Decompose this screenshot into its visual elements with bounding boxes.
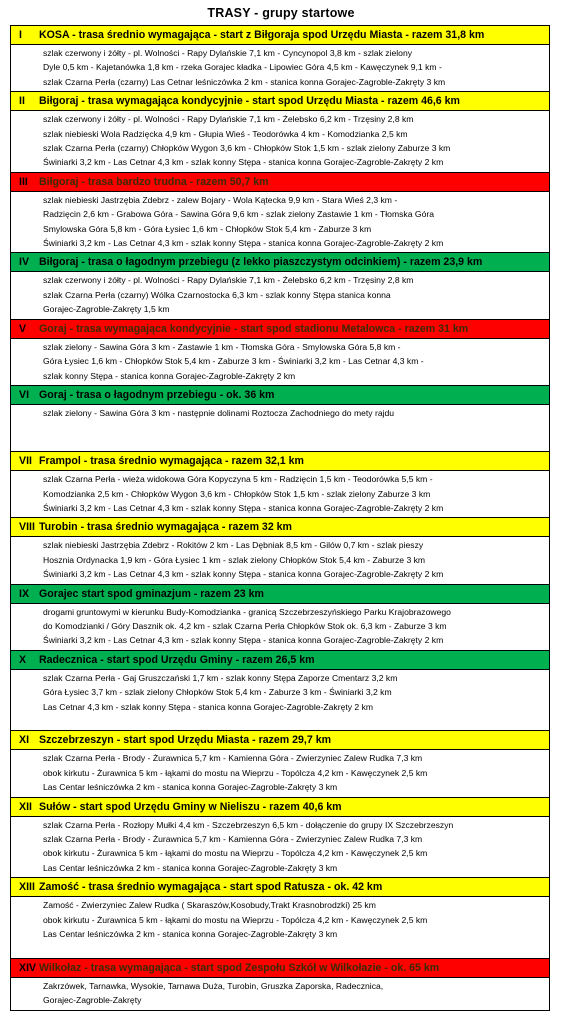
route-number: II <box>19 95 25 108</box>
route-line: Las Centar leśniczówka 2 km - stanica konna Gorajec-Zagroble-Zakręty 3 km <box>43 862 338 873</box>
route-header <box>11 731 549 750</box>
route-name: Turobin - trasa średnio wymagająca - razem 32 km <box>39 521 292 534</box>
route-line: Smylowska Góra 5,8 km - Góra Łysiec 1,6 km - Chłopków Stok 5,4 km - Zaburze 3 km <box>43 223 372 234</box>
route-line: do Komodzianki / Góry Dasznik ok. 4,2 km - szlak Czarna Perła Chłopków Stok ok. 6,3 km - Zaburze 3 km <box>43 620 447 631</box>
route-line: Gorajec-Zagroble-Zakręty 1,5 km <box>43 304 170 315</box>
route-name: Szczebrzeszyn - start spod Urzędu Miasta - razem 29,7 km <box>39 734 332 747</box>
route-number: XII <box>19 800 32 813</box>
route-line: Świniarki 3,2 km - Las Cetnar 4,3 km - szlak konny Stępa - stanica konna Gorajec-Zagroble-Zakręty 2 km <box>43 502 444 513</box>
route-line: szlak Czarna Perła (czarny) Las Cetnar leśniczówka 2 km - stanica konna Gorajec-Zagroble-Zakręty 3 km <box>43 76 446 87</box>
route-name: Biłgoraj - trasa o łagodnym przebiegu (z lekko piaszczystym odcinkiem) - razem 23,9 km <box>39 256 483 269</box>
route-line: obok kirkutu - Żurawnica 5 km - łąkami do mostu na Wieprzu - Topólcza 4,2 km - Kawęczynek 2,5 km <box>43 767 428 778</box>
route-header <box>11 651 549 670</box>
route-description <box>11 897 549 958</box>
route-section <box>11 650 549 731</box>
route-line: Świniarki 3,2 km - Las Cetnar 4,3 km - szlak konny Stępa - stanica konna Gorajec-Zagroble-Zakręty 2 km <box>43 635 444 646</box>
route-section <box>11 877 549 958</box>
route-line: szlak zielony - Sawina Góra 3 km - Zastawie 1 km - Tłomska Góra - Smylowska Góra 5,8 km - <box>43 341 401 352</box>
route-number: VII <box>19 455 32 468</box>
route-line <box>43 420 549 434</box>
route-header <box>11 386 549 405</box>
route-line: Góra Łysiec 1,6 km - Chłopków Stok 5,4 km - Zaburze 3 km - Świniarki 3,2 km - Las Cetnar 4,3 km - <box>43 356 424 367</box>
route-number: III <box>19 175 28 188</box>
route-name: Wilkołaz - trasa wymagająca - start spod Zespołu Szkół w Wilkołazie - ok. 65 km <box>39 961 440 974</box>
route-header <box>11 173 549 192</box>
route-line: obok kirkutu - Żurawnica 5 km - łąkami do mostu na Wieprzu - Topólcza 4,2 km - Kawęczynek 2,5 km <box>43 914 428 925</box>
route-header <box>11 26 549 45</box>
route-line: Komodzianka 2,5 km - Chłopków Wygon 3,6 km - Chłopków Stok 1,5 km - szlak zielony Zaburze 3 km <box>43 488 431 499</box>
route-number: IV <box>19 256 30 269</box>
route-line: Zamość - Zwierzyniec Zalew Rudka ( Skaraszów,Kosobudy,Trakt Krasnobrodzki) 25 km <box>43 900 376 911</box>
route-section <box>11 517 549 583</box>
route-description <box>11 471 549 517</box>
route-line: szlak niebieski Jastrzębia Zdebrz - Rokitów 2 km - Las Dębniak 8,5 km - Gilów 0,7 km - szlak pieszy <box>43 540 424 551</box>
route-description <box>11 192 549 253</box>
route-section <box>11 797 549 878</box>
route-line: szlak konny Stępa - stanica konna Gorajec-Zagroble-Zakręty 2 km <box>43 370 296 381</box>
route-line: szlak Czarna Perła - wieża widokowa Góra Kopyczyna 5 km - Radzięcin 1,5 km - Teodorówka 5,5 km - <box>43 474 433 485</box>
route-line: szlak czerwony i żółty - pl. Wolności - Rapy Dylańskie 7,1 km - Cyncynopol 3,8 km - szlak zielony <box>43 48 413 58</box>
route-section <box>11 385 549 451</box>
route-section <box>11 91 549 172</box>
route-line: szlak czerwony i żółty - pl. Wolności - Rapy Dylańskie 7,1 km - Żelebsko 6,2 km - Trzęsiny 2,8 km <box>43 275 414 286</box>
route-line: szlak zielony - Sawina Góra 3 km - następnie dolinami Roztocza Zachodniego do mety rajdu <box>43 407 395 418</box>
route-name: Goraj - trasa wymagająca kondycyjnie - start spod stadionu Metalowca - razem 31 km <box>39 322 469 335</box>
route-number: VIII <box>19 521 35 534</box>
route-line: Las Centar leśniczówka 2 km - stanica konna Gorajec-Zagroble-Zakręty 3 km <box>43 782 338 793</box>
route-header <box>11 320 549 339</box>
route-line: Dyle 0,5 km - Kajetanówka 1,8 km - rzeka Gorajec kładka - Lipowiec Góra 4,5 km - Kawęczynek 9,1 km - <box>43 62 442 73</box>
route-number: I <box>19 29 22 41</box>
route-name: Sułów - start spod Urzędu Gminy w Nieliszu - razem 40,6 km <box>39 800 342 813</box>
route-description <box>11 111 549 172</box>
route-description <box>11 670 549 731</box>
route-line: szlak Czarna Perła - Gaj Gruszczański 1,7 km - szlak konny Stępa Zaporze Cmentarz 3,2 km <box>43 672 398 683</box>
route-header <box>11 878 549 897</box>
route-line: Świniarki 3,2 km - Las Cetnar 4,3 km - szlak konny Stępa - stanica konna Gorajec-Zagroble-Zakręty 2 km <box>43 157 444 168</box>
route-section <box>11 451 549 517</box>
route-line: Gorajec-Zagroble-Zakręty <box>43 995 142 1006</box>
route-description <box>11 272 549 318</box>
route-name: Frampol - trasa średnio wymagająca - razem 32,1 km <box>39 455 304 468</box>
route-description <box>11 817 549 878</box>
route-line: szlak czerwony i żółty - pl. Wolności - Rapy Dylańskie 7,1 km - Żelebsko 6,2 km - Trzęsiny 2,8 km <box>43 114 414 125</box>
route-description <box>11 339 549 385</box>
route-number: V <box>19 322 27 335</box>
route-line: drogami gruntowymi w kierunku Budy-Komodzianka - granicą Szczebrzeszyńskiego Parku Krajobrazowego <box>43 606 451 617</box>
route-number: VI <box>19 388 30 401</box>
route-section <box>11 319 549 385</box>
route-line: obok kirkutu - Żurawnica 5 km - łąkami do mostu na Wieprzu - Topólcza 4,2 km - Kawęczynek 2,5 km <box>43 848 428 859</box>
route-line: szlak Czarna Perła (czarny) Wólka Czarnostocka 6,3 km - szlak konny Stępa stanica konna <box>43 289 391 300</box>
route-header <box>11 585 549 604</box>
route-line: Las Cetnar 4,3 km - szlak konny Stępa - stanica konna Gorajec-Zagroble-Zakręty 2 km <box>43 701 374 712</box>
route-line <box>43 435 549 449</box>
route-section <box>11 730 549 796</box>
route-name: Radecznica - start spod Urzędu Gminy - razem 26,5 km <box>39 653 315 666</box>
route-header <box>11 253 549 272</box>
route-line: szlak niebieski Wola Radzięcka 4,9 km - Głupia Wieś - Teodorówka 4 km - Komodzianka 2,5 km <box>43 128 408 139</box>
route-description <box>11 45 549 91</box>
route-description <box>11 604 549 650</box>
route-line: Las Centar leśniczówka 2 km - stanica konna Gorajec-Zagroble-Zakręty 3 km <box>43 929 338 940</box>
route-name: Biłgoraj - trasa bardzo trudna - razem 50,7 km <box>39 175 269 188</box>
route-name: Zamość - trasa średnio wymagająca - start spod Ratusza - ok. 42 km <box>39 881 383 894</box>
route-line: szlak niebieski Jastrzębia Zdebrz - zalew Bojary - Wola Kątecka 9,9 km - Stara Wieś 2,3 km - <box>43 194 398 205</box>
route-name: Goraj - trasa o łagodnym przebiegu - ok. 36 km <box>39 388 275 401</box>
route-header <box>11 452 549 471</box>
route-line: Świniarki 3,2 km - Las Cetnar 4,3 km - szlak konny Stępa - stanica konna Gorajec-Zagroble-Zakręty 2 km <box>43 569 444 580</box>
route-section <box>11 252 549 318</box>
route-line: Radzięcin 2,6 km - Grabowa Góra - Sawina Góra 9,6 km - szlak zielony Zastawie 1 km - Tłomska Góra <box>43 209 434 220</box>
route-line: szlak Czarna Perła (czarny) Chłopków Wygon 3,6 km - Chłopków Stok 1,5 km - szlak zielony Zaburze 3 km <box>43 143 451 154</box>
route-header <box>11 798 549 817</box>
route-line: szlak Czarna Perła - Brody - Żurawnica 5,7 km - Kamienna Góra - Zwierzyniec Zalew Rudka 7,3 km <box>43 834 423 845</box>
route-section <box>11 26 549 91</box>
route-line: szlak Czarna Perła - Rozłopy Mułki 4,4 km - Szczebrzeszyn 6,5 km - dołączenie do grupy IX Szczebrzeszyn <box>43 819 454 830</box>
route-number: X <box>19 653 27 666</box>
route-description <box>11 405 549 451</box>
route-line: Świniarki 3,2 km - Las Cetnar 4,3 km - szlak konny Stępa - stanica konna Gorajec-Zagroble-Zakręty 2 km <box>43 238 444 249</box>
route-description <box>11 537 549 583</box>
route-line <box>43 714 549 728</box>
route-description <box>11 978 549 1010</box>
route-line: Zakrzówek, Tarnawka, Wysokie, Tarnawa Duża, Turobin, Gruszka Zaporska, Radecznica, <box>43 980 384 991</box>
route-name: Gorajec start spod gminazjum - razem 23 km <box>39 587 264 600</box>
page-title: TRASY - grupy startowe <box>207 6 355 20</box>
route-line: szlak Czarna Perła - Brody - Żurawnica 5,7 km - Kamienna Góra - Zwierzyniec Zalew Rudka 7,3 km <box>43 753 423 764</box>
route-line: Hosznia Ordynacka 1,9 km - Góra Łysiec 1 km - szlak zielony Chłopków Stok 5,4 km - Zaburze 3 km <box>43 554 426 565</box>
route-number: XIII <box>19 881 35 894</box>
route-number: XI <box>19 734 30 747</box>
route-section <box>11 584 549 650</box>
route-header <box>11 92 549 111</box>
route-header <box>11 959 549 978</box>
route-line <box>43 941 549 955</box>
route-section <box>11 172 549 253</box>
route-number: XIV <box>19 961 37 974</box>
route-header <box>11 518 549 537</box>
route-name: KOSA - trasa średnio wymagająca - start z Biłgoraja spod Urzędu Miasta - razem 31,8 km <box>39 29 485 41</box>
route-line: Góra Łysiec 3,7 km - szlak zielony Chłopków Stok 5,4 km - Zaburze 3 km - Świniarki 3,2 km <box>43 687 392 698</box>
route-section <box>11 958 549 1010</box>
route-name: Biłgoraj - trasa wymagająca kondycyjnie - start spod Urzędu Miasta - razem 46,6 km <box>39 95 460 108</box>
route-number: IX <box>19 587 30 600</box>
route-description <box>11 750 549 796</box>
routes-table <box>10 25 550 1011</box>
